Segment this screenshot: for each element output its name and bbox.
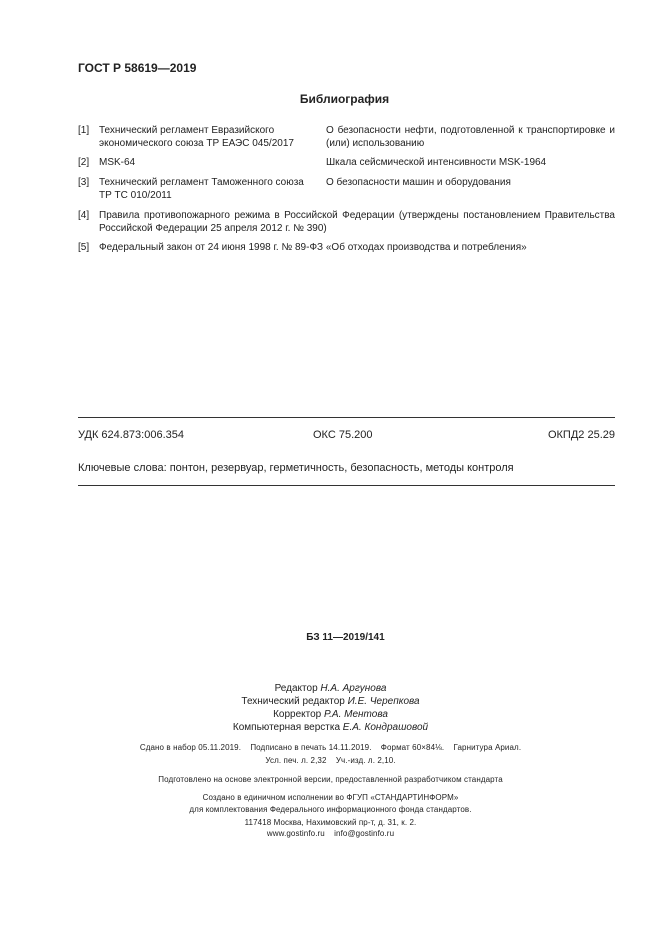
bib-number: [4] xyxy=(78,210,90,221)
email-link[interactable]: info@gostinfo.ru xyxy=(334,829,395,838)
staff-layout xyxy=(0,721,661,734)
website-link[interactable]: www.gostinfo.ru xyxy=(266,829,325,838)
staff-role: Технический редактор xyxy=(241,696,345,707)
staff-role: Компьютерная верстка xyxy=(232,722,341,733)
imprint-contacts xyxy=(0,828,661,839)
divider-top xyxy=(78,417,615,418)
bib-source: Технический регламент Таможенного союза ТР ТС 010/2011 xyxy=(99,177,304,201)
imprint-line-1: Сдано в набор 05.11.2019. Подписано в печать 14.11.2019. Формат 60×84⅛. Гарнитура Ариал. xyxy=(139,743,522,752)
staff-tech-editor xyxy=(0,695,661,708)
bib-number: [2] xyxy=(78,157,90,168)
udc-code: УДК 624.873:006.354 xyxy=(78,429,184,441)
bib-number: [5] xyxy=(78,242,90,253)
staff-role: Редактор xyxy=(274,683,318,694)
bib-number: [1] xyxy=(78,125,90,136)
bibliography-title: Библиография xyxy=(299,92,390,106)
imprint-address: 117418 Москва, Нахимовский пр-т, д. 31, к. 2. xyxy=(244,818,417,827)
bz-number: БЗ 11—2019/141 xyxy=(306,632,385,643)
oks-code: ОКС 75.200 xyxy=(313,429,373,441)
imprint-prepared: Подготовлено на основе электронной версии, предоставленной разработчиком стандарта xyxy=(158,775,503,784)
imprint-line-2: Усл. печ. л. 2,32 Уч.-изд. л. 2,10. xyxy=(265,756,396,765)
staff-role: Корректор xyxy=(273,709,322,720)
okpd-code: ОКПД2 25.29 xyxy=(547,429,615,441)
bib-source: Технический регламент Евразийского экономического союза ТР ЕАЭС 045/2017 xyxy=(99,125,294,149)
bib-description: О безопасности нефти, подготовленной к транспортировке и (или) использованию xyxy=(326,125,615,149)
imprint-created-1: Создано в единичном исполнении во ФГУП «СТАНДАРТИНФОРМ» xyxy=(202,793,459,802)
staff-name: Е.А. Кондрашовой xyxy=(342,722,429,733)
bib-source: MSK-64 xyxy=(99,157,136,168)
keywords: Ключевые слова: понтон, резервуар, герметичность, безопасность, методы контроля xyxy=(78,462,514,474)
imprint-created-2: для комплектования Федерального информационного фонда стандартов. xyxy=(189,805,472,814)
bib-text: Федеральный закон от 24 июня 1998 г. № 89-ФЗ «Об отходах производства и потребления» xyxy=(99,242,527,253)
divider-bottom xyxy=(78,485,615,486)
bib-description: Шкала сейсмической интенсивности MSK-1964 xyxy=(326,157,547,168)
staff-editor xyxy=(0,682,661,695)
standard-code: ГОСТ Р 58619—2019 xyxy=(78,61,197,75)
staff-name: Н.А. Аргунова xyxy=(320,683,387,694)
staff-name: Р.А. Ментова xyxy=(324,709,388,720)
staff-name: И.Е. Черепкова xyxy=(347,696,420,707)
staff-corrector xyxy=(0,708,661,721)
bib-number: [3] xyxy=(78,177,90,188)
bib-text: Правила противопожарного режима в Российской Федерации (утверждены постановлением Правительства Российской Федерации 25 апреля 2012 г. № 390) xyxy=(99,210,615,234)
bib-description: О безопасности машин и оборудования xyxy=(326,177,511,188)
